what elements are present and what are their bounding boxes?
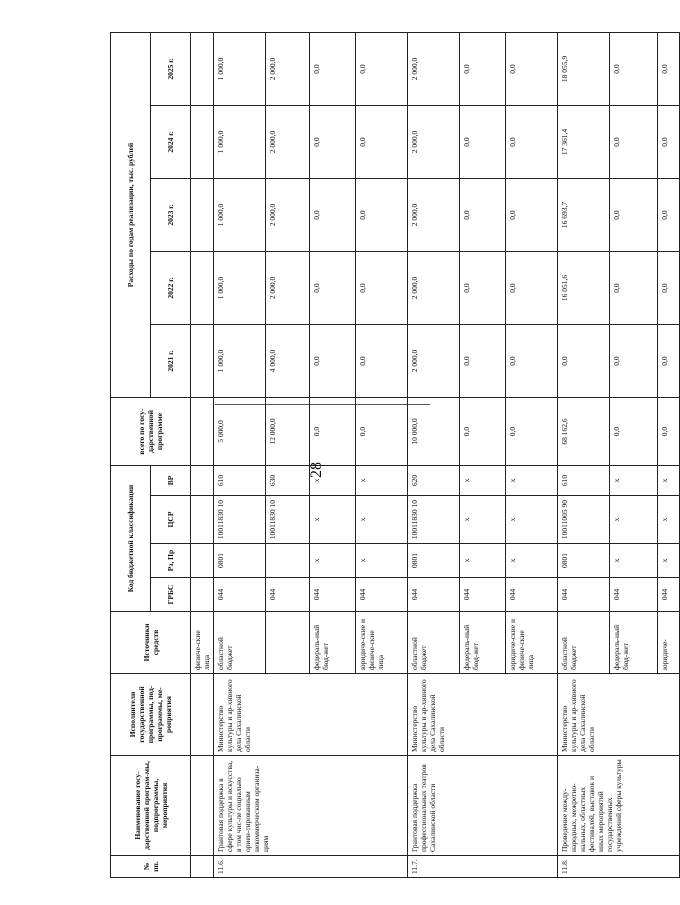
year-value-cell: 0,0 bbox=[356, 33, 408, 106]
header-year: 2023 г. bbox=[151, 179, 191, 252]
header-rzpr: Рз, Пр bbox=[151, 544, 191, 578]
total-cell: 0,0 bbox=[610, 398, 658, 466]
rzpr-cell: x bbox=[356, 544, 408, 578]
csr-cell: x bbox=[460, 496, 506, 544]
csr-cell: x bbox=[310, 496, 356, 544]
header-year: 2021 г. bbox=[151, 325, 191, 398]
grbs-cell: 044 bbox=[658, 578, 680, 612]
vr-cell: x bbox=[310, 466, 356, 496]
year-value-cell: 2 000,0 bbox=[266, 106, 310, 179]
section-number-cell: 11.8. bbox=[558, 856, 680, 878]
table-body bbox=[191, 33, 680, 878]
year-value-cell: 0,0 bbox=[460, 106, 506, 179]
year-value-cell: 2 000,0 bbox=[266, 33, 310, 106]
csr-cell: 10011830 10 bbox=[408, 496, 460, 544]
rzpr-cell bbox=[266, 544, 310, 578]
rzpr-cell: 0801 bbox=[408, 544, 460, 578]
year-value-cell: 0,0 bbox=[356, 325, 408, 398]
source-cell: областной бюджет bbox=[408, 612, 460, 674]
year-value-cell: 2 000,0 bbox=[408, 325, 460, 398]
grbs-cell: 044 bbox=[408, 578, 460, 612]
vr-cell: x bbox=[658, 466, 680, 496]
total-cell: 0,0 bbox=[506, 398, 558, 466]
year-value-cell: 0,0 bbox=[460, 252, 506, 325]
grbs-cell: 044 bbox=[214, 578, 266, 612]
header-no: № пп. bbox=[111, 856, 191, 878]
year-value-cell: 0,0 bbox=[506, 33, 558, 106]
section-number-cell: 11.7. bbox=[408, 856, 558, 878]
measure-name-cell: Грантовая поддержка в сфере культуры и искусства, в том чис-ле социально ориен-тированным некоммерческим организа-циям bbox=[214, 756, 408, 856]
year-value-cell: 0,0 bbox=[356, 106, 408, 179]
year-value-cell: 0,0 bbox=[356, 252, 408, 325]
total-cell: 0,0 bbox=[460, 398, 506, 466]
year-value-cell: 1 000,0 bbox=[214, 252, 266, 325]
source-cell: областной бюджет bbox=[214, 612, 266, 674]
year-value-cell: 0,0 bbox=[310, 33, 356, 106]
year-value-cell: 17 361,4 bbox=[558, 106, 610, 179]
csr-cell: x bbox=[610, 496, 658, 544]
vr-cell: x bbox=[460, 466, 506, 496]
table-row bbox=[558, 33, 610, 878]
source-cell: юридиче-ские и физиче-ские лица bbox=[356, 612, 408, 674]
header-year: 2025 г. bbox=[151, 33, 191, 106]
total-cell: 5 000,0 bbox=[214, 398, 266, 466]
vr-cell: x bbox=[610, 466, 658, 496]
table-row bbox=[214, 33, 266, 878]
header-grbs: ГРБС bbox=[151, 578, 191, 612]
csr-cell: 10011830 10 bbox=[214, 496, 266, 544]
year-value-cell: 0,0 bbox=[610, 33, 658, 106]
vr-cell: x bbox=[506, 466, 558, 496]
source-cell bbox=[266, 612, 310, 674]
year-value-cell: 16 051,6 bbox=[558, 252, 610, 325]
csr-cell: 10011830 10 bbox=[266, 496, 310, 544]
year-value-cell: 0,0 bbox=[506, 325, 558, 398]
rotated-table-container bbox=[110, 33, 669, 878]
header-source: Источники средств bbox=[111, 612, 191, 674]
total-cell: 0,0 bbox=[356, 398, 408, 466]
year-value-cell: 0,0 bbox=[610, 325, 658, 398]
year-value-cell: 2 000,0 bbox=[408, 33, 460, 106]
vr-cell: 620 bbox=[408, 466, 460, 496]
year-value-cell: 0,0 bbox=[460, 179, 506, 252]
header-year: 2024 г. bbox=[151, 106, 191, 179]
year-value-cell: 1 000,0 bbox=[214, 325, 266, 398]
grbs-cell: 044 bbox=[610, 578, 658, 612]
year-value-cell: 1 000,0 bbox=[214, 179, 266, 252]
source-cell: юридиче- bbox=[658, 612, 680, 674]
total-cell: 0,0 bbox=[310, 398, 356, 466]
year-value-cell: 0,0 bbox=[558, 325, 610, 398]
year-value-cell: 0,0 bbox=[310, 106, 356, 179]
measure-name-cell: Проведение между-народных, межрегио-нальных, областных фестивалей, выставок и иных мероприятий государственных учреждений сферы культуры bbox=[558, 756, 680, 856]
year-value-cell: 0,0 bbox=[610, 106, 658, 179]
year-value-cell: 0,0 bbox=[310, 325, 356, 398]
year-value-cell: 2 000,0 bbox=[408, 106, 460, 179]
grbs-cell: 044 bbox=[460, 578, 506, 612]
year-value-cell: 0,0 bbox=[658, 325, 680, 398]
year-value-cell: 0,0 bbox=[658, 179, 680, 252]
rzpr-cell: x bbox=[310, 544, 356, 578]
source-cell: федераль-ный бюд-жет bbox=[310, 612, 356, 674]
executor-cell: Министерство культуры и ар-хивного дела Сахалинской области bbox=[214, 674, 408, 756]
vr-cell: 610 bbox=[558, 466, 610, 496]
year-value-cell: 0,0 bbox=[460, 33, 506, 106]
year-value-cell: 16 693,7 bbox=[558, 179, 610, 252]
year-value-cell: 0,0 bbox=[310, 179, 356, 252]
csr-cell: x bbox=[356, 496, 408, 544]
year-value-cell: 0,0 bbox=[506, 252, 558, 325]
total-cell: 10 000,0 bbox=[408, 398, 460, 466]
header-name: Наименование госу-дарственной програм-мы, подпрограммы, мероприятия bbox=[111, 756, 191, 856]
header-expenses: Расходы по годам реализации, тыс. рублей bbox=[111, 33, 151, 398]
rzpr-cell: 0801 bbox=[214, 544, 266, 578]
year-value-cell: 0,0 bbox=[506, 179, 558, 252]
csr-cell: x bbox=[506, 496, 558, 544]
rzpr-cell: x bbox=[658, 544, 680, 578]
rzpr-cell: x bbox=[610, 544, 658, 578]
total-cell: 12 000,0 bbox=[266, 398, 310, 466]
table-row bbox=[191, 33, 214, 878]
year-value-cell: 0,0 bbox=[658, 106, 680, 179]
vr-cell: 630 bbox=[266, 466, 310, 496]
header-executor: Исполнители государственной программы, под-программы, ме-роприятия bbox=[111, 674, 191, 756]
year-value-cell: 0,0 bbox=[310, 252, 356, 325]
rzpr-cell: x bbox=[506, 544, 558, 578]
executor-cell: Министерство культуры и ар-хивного дела Сахалинской области bbox=[408, 674, 558, 756]
source-cell: юридиче-ские и физиче-ские лица bbox=[506, 612, 558, 674]
rzpr-cell: x bbox=[460, 544, 506, 578]
page-number: 28 bbox=[308, 462, 325, 478]
year-value-cell: 4 000,0 bbox=[266, 325, 310, 398]
year-value-cell: 2 000,0 bbox=[266, 179, 310, 252]
year-value-cell: 0,0 bbox=[658, 33, 680, 106]
grbs-cell: 044 bbox=[506, 578, 558, 612]
grbs-cell: 044 bbox=[356, 578, 408, 612]
header-csr: ЦСР bbox=[151, 496, 191, 544]
grbs-cell: 044 bbox=[558, 578, 610, 612]
total-cell: 0,0 bbox=[658, 398, 680, 466]
year-value-cell: 2 000,0 bbox=[408, 252, 460, 325]
year-value-cell: 18 055,9 bbox=[558, 33, 610, 106]
header-year: 2022 г. bbox=[151, 252, 191, 325]
year-value-cell: 0,0 bbox=[610, 179, 658, 252]
csr-cell: 10011005 90 bbox=[558, 496, 610, 544]
year-value-cell: 2 000,0 bbox=[266, 252, 310, 325]
grbs-cell: 044 bbox=[266, 578, 310, 612]
source-cell: федераль-ный бюд-жет bbox=[460, 612, 506, 674]
header-total: всего по госу-дарственной программе bbox=[111, 398, 191, 466]
year-value-cell: 1 000,0 bbox=[214, 33, 266, 106]
section-number-cell: 11.6. bbox=[214, 856, 408, 878]
total-cell: 68 162,6 bbox=[558, 398, 610, 466]
year-value-cell: 0,0 bbox=[356, 179, 408, 252]
executor-cell: Министерство культуры и ар-хивного дела Сахалинской области bbox=[558, 674, 680, 756]
table-row bbox=[408, 33, 460, 878]
year-value-cell: 2 000,0 bbox=[408, 179, 460, 252]
header-vr: ВР bbox=[151, 466, 191, 496]
year-value-cell: 1 000,0 bbox=[214, 106, 266, 179]
source-cell: областной бюджет bbox=[558, 612, 610, 674]
year-value-cell: 0,0 bbox=[460, 325, 506, 398]
grbs-cell: 044 bbox=[310, 578, 356, 612]
source-cell: физиче-ские лица bbox=[191, 612, 214, 674]
header-kbk: Код бюджетной классификации bbox=[111, 466, 151, 612]
year-value-cell: 0,0 bbox=[610, 252, 658, 325]
year-value-cell: 0,0 bbox=[506, 106, 558, 179]
measure-name-cell: Грантовая поддержка профессиональных театров Сахалинской области bbox=[408, 756, 558, 856]
vr-cell: 610 bbox=[214, 466, 266, 496]
rzpr-cell: 0801 bbox=[558, 544, 610, 578]
budget-table bbox=[110, 32, 680, 878]
vr-cell: x bbox=[356, 466, 408, 496]
source-cell: федераль-ный бюд-жет bbox=[610, 612, 658, 674]
year-value-cell: 0,0 bbox=[658, 252, 680, 325]
csr-cell: x bbox=[658, 496, 680, 544]
